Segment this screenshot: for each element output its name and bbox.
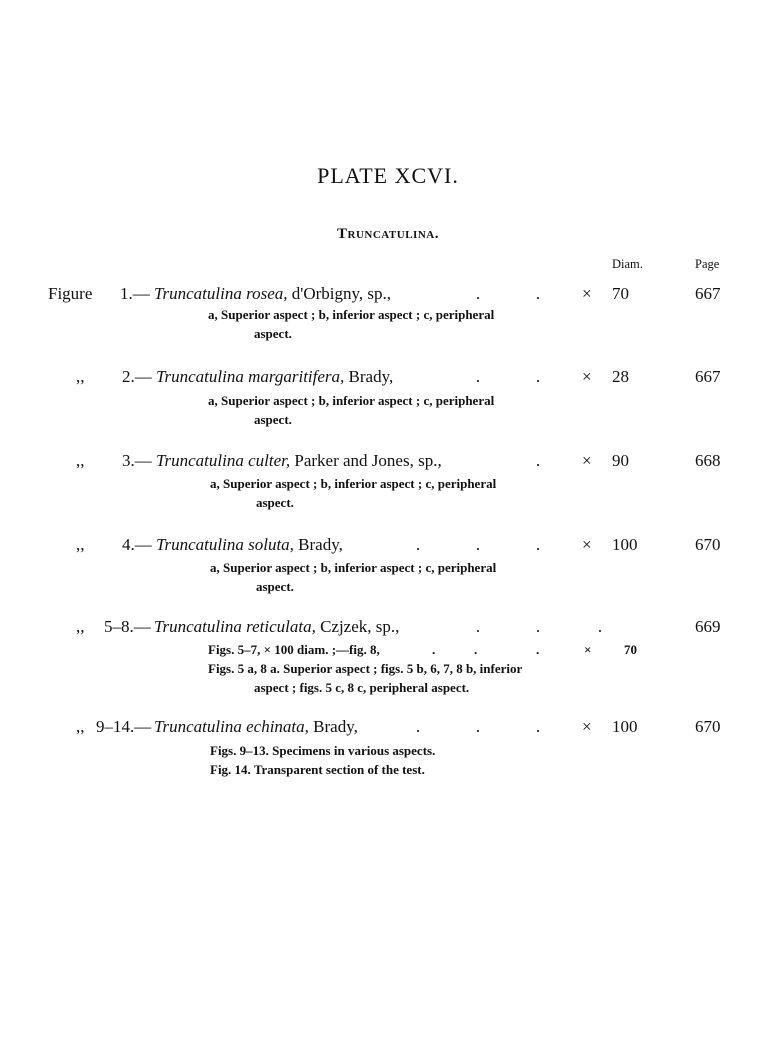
figure-entry-2: ,, 2.— Truncatulina margaritifera, Brady, . . × 28 667 [76,367,721,386]
plate-subtitle: Truncatulina. [337,226,439,242]
magnification-sign: × [582,284,592,303]
column-header-diam: Diam. [612,257,643,271]
figure-entry-3: ,, 3.— Truncatulina culter, Parker and Jones, sp., . × 90 668 [76,451,721,470]
diameter-value: 100 [612,535,638,554]
page-number: 667 [695,367,721,386]
species-name: Truncatulina rosea, d'Orbigny, sp., [154,284,392,303]
ditto-mark: ,, [76,717,85,736]
magnification-sign: × [582,535,592,554]
page-number: 667 [695,284,721,303]
ditto-mark: ,, [76,451,85,470]
page-number: 670 [695,535,721,554]
ditto-mark: ,, [76,617,85,636]
figure-number: 5–8.— [104,617,151,636]
figure-description: Figs. 9–13. Specimens in various aspects. Fig. 14. Transparent section of the test. [210,743,436,777]
diameter-value: 100 [612,717,638,736]
figure-number: 9–14.— [96,717,152,736]
diameter-value: 90 [612,451,629,470]
figure-description: a, Superior aspect ; b, inferior aspect ; c, peripheral aspect. [208,393,495,427]
figure-description: Figs. 5 a, 8 a. Superior aspect ; figs. 5 b, 6, 7, 8 b, inferior aspect ; figs. 5 c, 8 c, peripheral aspect. [208,661,523,695]
column-header-page: Page [695,257,720,271]
figure-sub-entry: Figs. 5–7, × 100 diam. ;—fig. 8, [208,642,380,657]
magnification-sign: × [582,367,592,386]
figure-label: Figure [48,284,93,303]
diameter-value: 28 [612,367,629,386]
plate-page: PLATE XCVI. Truncatulina. Diam. Page Figure 1.— Truncatulina rosea, d'Orbigny, sp., . . × 70 667 a, Superior aspect ; b, inferior aspect ; c, peripheral aspect. ,, 2.— Truncatulina margaritifera, Brady, . . × 28 667 a, Superior aspect ; b, inferior aspect ; c, peripheral aspect. ,, 3.— Truncatulina culter, Parker and Jones, sp., . × 90 668 a, Superior aspect ; b, inferior aspect ; c, peripheral aspect. ,, 4.— Truncatulina soluta, Brady, . . . × 100 670 a, Superior aspect ; b, inferior aspect ; c, peripheral aspect. ,, 5–8.— Truncatulina reticulata, Czjzek, sp., . . . 669 Figs. 5–7, × 100 diam. ;—fig. 8, . . . × 70 Figs. 5 a, 8 a. Superior aspect ; figs. 5 b, 6, 7, 8 b, inferior aspect ; figs. 5 c, 8 c, peripheral aspect. ,, 9–14.— Truncatulina echinata, Brady, . . . × 100 670 Figs. 9–13. Specimens in various aspects. Fig. 14. Transparent section of the test. [0,0,776,1050]
figure-entry-9-14: ,, 9–14.— Truncatulina echinata, Brady, . . . × 100 670 [76,717,721,736]
species-name: Truncatulina culter, Parker and Jones, sp., [156,451,442,470]
magnification-sign: × [582,717,592,736]
figure-number: 4.— [122,535,152,554]
page-number: 669 [695,617,721,636]
species-name: Truncatulina reticulata, Czjzek, sp., [154,617,400,636]
figure-description: a, Superior aspect ; b, inferior aspect ; c, peripheral aspect. [208,307,495,341]
plate-title: PLATE XCVI. [317,163,459,188]
figure-description: a, Superior aspect ; b, inferior aspect ; c, peripheral aspect. [210,476,497,510]
figure-entry-1: Figure 1.— Truncatulina rosea, d'Orbigny, sp., . . × 70 667 [48,284,721,303]
magnification-sign: × [582,451,592,470]
diameter-value: 70 [612,284,629,303]
species-name: Truncatulina echinata, Brady, [154,717,358,736]
figure-number: 2.— [122,367,152,386]
page-number: 670 [695,717,721,736]
figure-number: 3.— [122,451,152,470]
ditto-mark: ,, [76,367,85,386]
magnification-sign: × [584,642,592,657]
page-number: 668 [695,451,721,470]
figure-entry-4: ,, 4.— Truncatulina soluta, Brady, . . . × 100 670 [76,535,721,554]
ditto-mark: ,, [76,535,85,554]
diameter-value: 70 [624,642,637,657]
figure-entry-5-8: ,, 5–8.— Truncatulina reticulata, Czjzek, sp., . . . 669 [76,617,721,636]
figure-description: a, Superior aspect ; b, inferior aspect ; c, peripheral aspect. [210,560,497,594]
species-name: Truncatulina soluta, Brady, [156,535,343,554]
figure-number: 1.— [120,284,150,303]
species-name: Truncatulina margaritifera, Brady, [156,367,394,386]
